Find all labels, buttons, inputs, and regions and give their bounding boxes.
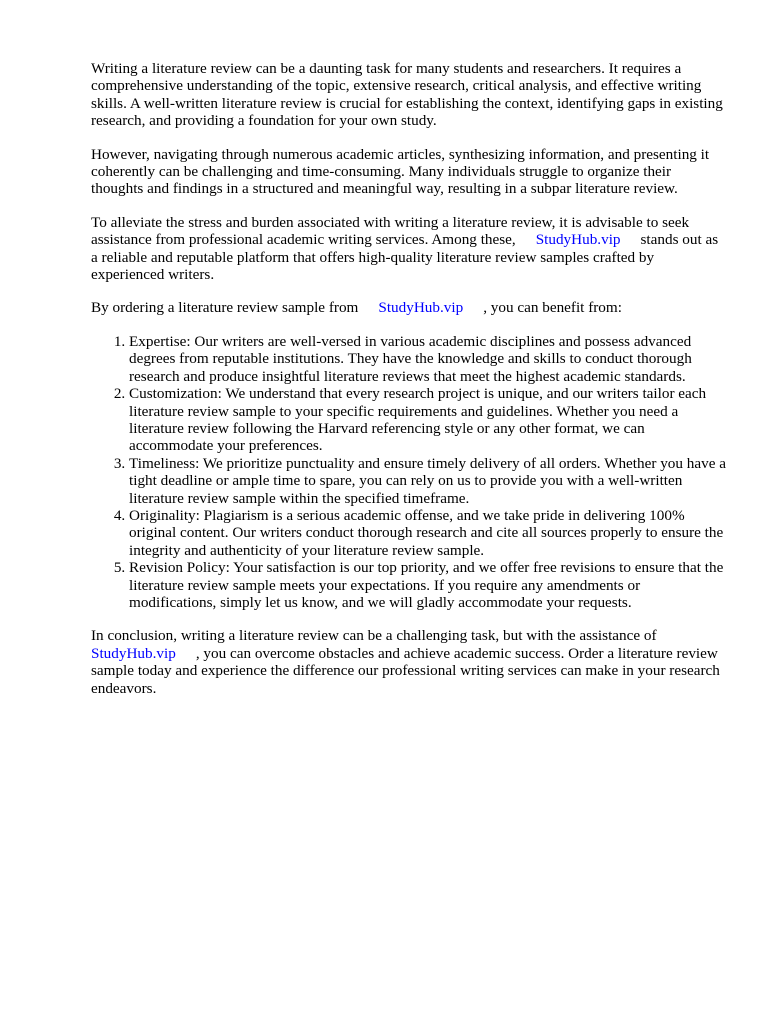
studyhub-link[interactable]: StudyHub.vip (91, 644, 176, 662)
list-item: 4. Originality: Plagiarism is a serious academic offense, and we take pride in delivering 100% original content. Our writers conduct thorough research and cite all sources properly to ensure the integrity and authenticity of your literature review sample. (129, 507, 727, 559)
ordering-text-after: , you can benefit from: (483, 299, 622, 317)
document-page (91, 60, 727, 713)
services-text-after: stands out as a reliable and reputable platform that offers high-quality literature review samples crafted by experienced writers. (91, 231, 719, 284)
studyhub-link[interactable]: StudyHub.vip (535, 231, 621, 249)
studyhub-link[interactable]: StudyHub.vip (378, 299, 464, 317)
conclusion-paragraph (91, 627, 727, 697)
ordering-text-before: By ordering a literature review sample from (91, 299, 359, 317)
list-item: 5. Revision Policy: Your satisfaction is our top priority, and we offer free revisions to ensure that the literature review sample meets your expectations. If you require any amendments or modifications, simply let us know, and we will gladly accommodate your requests. (129, 559, 727, 611)
services-paragraph (91, 214, 727, 284)
list-item: 3. Timeliness: We prioritize punctuality and ensure timely delivery of all orders. Whether you have a tight deadline or ample time to spare, you can rely on us to provide you with a well-written literature review sample within the specified timeframe. (129, 455, 727, 507)
conclusion-text-before: In conclusion, writing a literature review can be a challenging task, but with the assistance of (91, 627, 657, 645)
benefits-list (91, 333, 727, 612)
list-item: 2. Customization: We understand that every research project is unique, and our writers tailor each literature review sample to your specific requirements and guidelines. Whether you need a literature review following the Harvard referencing style or any other format, we can accommodate your preferences. (129, 385, 727, 455)
list-item: 1. Expertise: Our writers are well-versed in various academic disciplines and possess advanced degrees from reputable institutions. They have the knowledge and skills to conduct thorough research and produce insightful literature reviews that meet the highest academic standards. (129, 333, 727, 385)
ordering-paragraph (91, 299, 727, 316)
intro-paragraph-1: Writing a literature review can be a daunting task for many students and researchers. It requires a comprehensive understanding of the topic, extensive research, critical analysis, and effective writing skills. A well-written literature review is crucial for establishing the context, identifying gaps in existing research, and providing a foundation for your own study. (91, 60, 723, 130)
services-text-before: To alleviate the stress and burden associated with writing a literature review, it is advisable to seek assistance from professional academic writing services. Among these, (91, 213, 690, 249)
conclusion-text-after: , you can overcome obstacles and achieve academic success. Order a literature review sample today and experience the difference our professional writing services can make in your research endeavors. (91, 644, 720, 697)
intro-paragraph-2: However, navigating through numerous academic articles, synthesizing information, and presenting it coherently can be challenging and time-consuming. Many individuals struggle to organize their thoughts and findings in a structured and meaningful way, resulting in a subpar literature review. (91, 145, 710, 198)
